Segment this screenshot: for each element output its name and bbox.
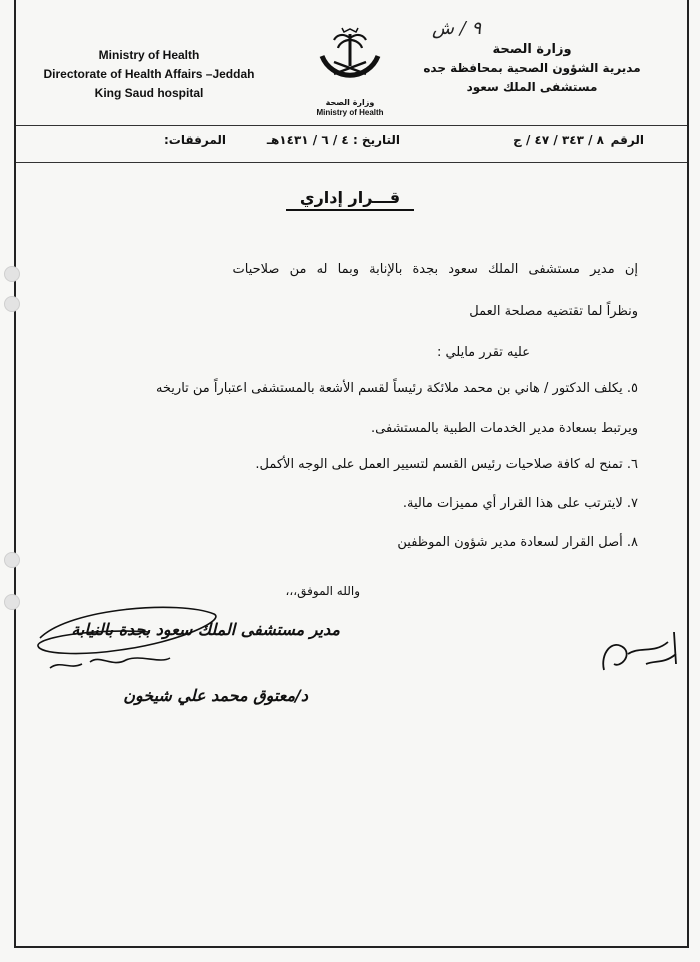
item-text: أصل القرار لسعادة مدير شؤون الموظفين	[397, 535, 623, 550]
document-title	[250, 188, 450, 207]
ref-date-value: ٤ / ٦ / ١٤٣١هـ	[266, 133, 349, 147]
item-text: لايترتب على هذا القرار أي مميزات مالية.	[402, 496, 623, 511]
header-ministry-ar: وزارة الصحة	[492, 42, 572, 57]
ref-date	[267, 133, 400, 147]
item-number: ٨.	[626, 535, 638, 550]
header-directorate-en: Directorate of Health Affairs –Jeddah	[43, 67, 255, 81]
punch-hole	[4, 296, 20, 312]
item-text: يكلف الدكتور / هاني بن محمد ملائكة رئيساً لقسم الأشعة بالمستشفى اعتباراً من تاريخه	[155, 381, 623, 396]
palm-swords-emblem-icon	[308, 26, 392, 102]
decision-item	[397, 535, 638, 550]
header-hospital-en: King Saud hospital	[94, 86, 204, 100]
ref-date-label: التاريخ :	[352, 133, 400, 147]
item-number: ٧.	[626, 496, 638, 511]
item-number: ٥.	[626, 381, 638, 396]
ref-number-label: الرقم	[610, 133, 644, 147]
header-divider	[16, 125, 687, 126]
handwritten-note: ٩ / ش	[432, 18, 482, 39]
logo-text-en: Ministry of Health	[316, 108, 384, 117]
header-hospital-ar: مستشفى الملك سعود	[466, 80, 598, 94]
page-border-right	[687, 0, 689, 948]
handwritten-signature	[30, 598, 230, 688]
body-line-2: ونظراً لما تقتضيه مصلحة العمل	[469, 304, 638, 319]
decision-item	[403, 496, 638, 511]
ref-attachments-label: المرفقات:	[164, 133, 226, 147]
decision-item	[255, 457, 638, 472]
punch-hole	[4, 266, 20, 282]
item-number: ٦.	[626, 457, 638, 472]
page-border-bottom	[14, 946, 689, 948]
ref-number-value: ٨ / ٣٤٣ / ٤٧ / ج	[513, 133, 604, 147]
initials-scribble	[598, 624, 682, 680]
logo-text-ar: وزارة الصحة	[325, 98, 375, 107]
header-ministry-en: Ministry of Health	[98, 48, 200, 62]
body-line-1: إن مدير مستشفى الملك سعود بجدة بالإنابة وبما له من صلاحيات	[232, 262, 638, 277]
body-line-3: عليه تقرر مايلي :	[436, 345, 530, 360]
decision-item-continuation: ويرتبط بسعادة مدير الخدمات الطبية بالمستشفى.	[371, 421, 638, 436]
item-text: تمنح له كافة صلاحيات رئيس القسم لتسيير العمل على الوجه الأكمل.	[255, 457, 623, 472]
punch-hole	[4, 552, 20, 568]
page-border-left	[14, 0, 16, 948]
english-header	[24, 46, 274, 103]
arabic-header	[412, 40, 652, 97]
signatory-title: مدير مستشفى الملك سعود بجدة بالنيابة	[71, 620, 340, 639]
decision-item	[156, 381, 638, 396]
refline-divider	[16, 162, 687, 163]
closing-phrase: والله الموفق،،،	[285, 584, 360, 598]
punch-hole	[4, 594, 20, 610]
document-title-text: قـــرار إداري	[286, 188, 414, 211]
signatory-name: د/معتوق محمد علي شيخون	[123, 686, 308, 705]
header-directorate-ar: مديرية الشؤون الصحية بمحافظة جده	[423, 61, 641, 75]
